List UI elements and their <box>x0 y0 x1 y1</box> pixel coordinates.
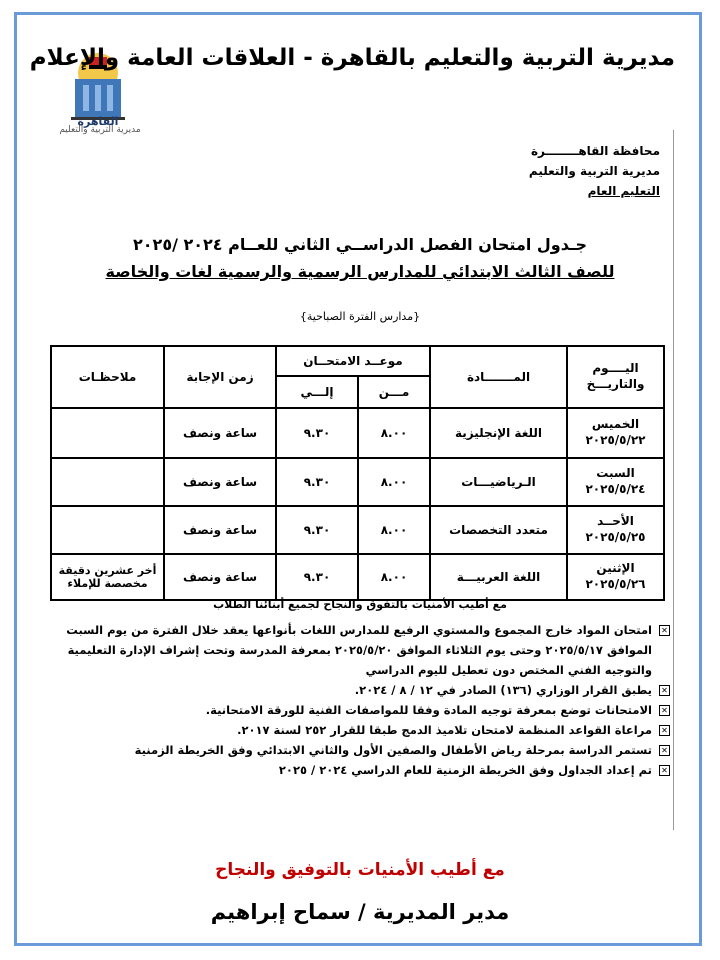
notes-cell <box>51 408 164 458</box>
checkbox-icon: ✕ <box>659 725 670 736</box>
scanned-document <box>40 130 680 830</box>
directorate-label: مديرية التربية والتعليم <box>528 164 660 178</box>
header-from: مـــن <box>358 376 430 408</box>
list-item: ✕ امتحان المواد خارج المجموع والمستوي الرفيع للمدارس اللغات بأنواعها يعقد خلال الفترة من يوم السبت الموافق ٢٠٢٥/٥/١٧ وحتى يوم الثلاثاء الموافق ٢٠٢٥/٥/٢٠ بمعرفة المدرسة وتحت إشراف الإدارة التعليمية والتوجيه الفني المختص دون تعطيل لليوم الدراسي <box>50 620 670 680</box>
to-cell: ٩.٣٠ <box>276 506 358 554</box>
day-cell <box>567 506 664 554</box>
header-notes: ملاحظـات <box>51 346 164 408</box>
exam-date: ٢٠٢٥/٥/٢٦ <box>585 577 646 591</box>
notes-cell <box>51 458 164 506</box>
checkbox-icon: ✕ <box>659 625 670 636</box>
to-cell: ٩.٣٠ <box>276 554 358 600</box>
from-cell: ٨.٠٠ <box>358 554 430 600</box>
checkbox-icon: ✕ <box>659 685 670 696</box>
list-item: ✕ تستمر الدراسة بمرحلة رياض الأطفال والصفين الأول والثاني الابتدائي وفق الخريطة الزمنية <box>50 740 670 760</box>
exam-date: ٢٠٢٥/٥/٢٥ <box>585 530 646 544</box>
exam-schedule-table <box>50 345 665 601</box>
list-item: ✕ الامتحانات توضع بمعرفة توجيه المادة وفقا للمواصفات الفنية للورقة الامتحانية. <box>50 700 670 720</box>
table-row <box>51 506 664 554</box>
period-label: {مدارس الفترة الصباحية} <box>299 310 421 323</box>
logo-caption: مديرية التربية والتعليم <box>59 125 141 135</box>
table-row <box>51 554 664 600</box>
duration-cell: ساعة ونصف <box>164 408 276 458</box>
day-cell <box>567 554 664 600</box>
exam-date: ٢٠٢٥/٥/٢٢ <box>585 433 646 447</box>
table-row <box>51 408 664 458</box>
to-cell: ٩.٣٠ <box>276 458 358 506</box>
table-row <box>51 458 664 506</box>
day-name: السبت <box>596 466 635 481</box>
list-item: ✕ مراعاة القواعد المنظمة لامتحان تلاميذ الدمج طبقا للقرار ٢٥٢ لسنة ٢٠١٧. <box>50 720 670 740</box>
day-name: الإثنين <box>596 561 635 576</box>
checkbox-icon: ✕ <box>659 765 670 776</box>
checkbox-icon: ✕ <box>659 745 670 756</box>
notes-cell: أخر عشرين دقيقة مخصصة للإملاء <box>51 554 164 600</box>
header-exam-time: موعــد الامتحــان <box>276 346 430 376</box>
department-label: التعليم العام <box>587 184 660 198</box>
duration-cell: ساعة ونصف <box>164 554 276 600</box>
logo-text: القاهرة <box>77 115 119 128</box>
page-title: مديرية التربية والتعليم بالقاهرة - العلاقات العامة والإعلام <box>29 45 675 71</box>
list-item: ✕ يطبق القرار الوزاري (١٣٦) الصادر في ١٢ / ٨ / ٢٠٢٤. <box>50 680 670 700</box>
subject-cell: اللغة العربيـــة <box>430 554 567 600</box>
header-day: اليــــوم والتاريـــخ <box>567 346 664 408</box>
from-cell: ٨.٠٠ <box>358 458 430 506</box>
day-cell <box>567 458 664 506</box>
notes-list <box>50 620 670 780</box>
from-cell: ٨.٠٠ <box>358 506 430 554</box>
schedule-subtitle: للصف الثالث الابتدائي للمدارس الرسمية والرسمية لغات والخاصة <box>105 262 615 281</box>
duration-cell: ساعة ونصف <box>164 458 276 506</box>
director-signature: مدير المديرية / سماح إبراهيم <box>210 900 510 924</box>
students-wish: مع أطيب الأمنيات بالتفوق والنجاح لجميع أبنائنا الطلاب <box>213 598 507 611</box>
to-cell: ٩.٣٠ <box>276 408 358 458</box>
header-duration: زمن الإجابة <box>164 346 276 408</box>
header-subject: المـــــــادة <box>430 346 567 408</box>
checkbox-icon: ✕ <box>659 705 670 716</box>
day-cell <box>567 408 664 458</box>
duration-cell: ساعة ونصف <box>164 506 276 554</box>
day-name: الأحــد <box>597 514 634 529</box>
day-name: الخميس <box>591 417 640 432</box>
header <box>15 15 705 135</box>
governorate-label: محافظة القاهــــــــرة <box>530 144 660 158</box>
subject-cell: متعدد التخصصات <box>430 506 567 554</box>
header-to: إلـــي <box>276 376 358 408</box>
schedule-title: جـدول امتحان الفصل الدراســي الثاني للعــام ٢٠٢٤ /٢٠٢٥ <box>133 235 587 254</box>
exam-date: ٢٠٢٥/٥/٢٤ <box>585 482 646 496</box>
list-item: ✕ تم إعداد الجداول وفق الخريطة الزمنية للعام الدراسي ٢٠٢٤ / ٢٠٢٥ <box>50 760 670 780</box>
from-cell: ٨.٠٠ <box>358 408 430 458</box>
subject-cell: الـرياضيـــات <box>430 458 567 506</box>
footer-wish: مع أطيب الأمنيات بالتوفيق والنجاح <box>215 860 505 880</box>
notes-cell <box>51 506 164 554</box>
subject-cell: اللغة الإنجليزية <box>430 408 567 458</box>
